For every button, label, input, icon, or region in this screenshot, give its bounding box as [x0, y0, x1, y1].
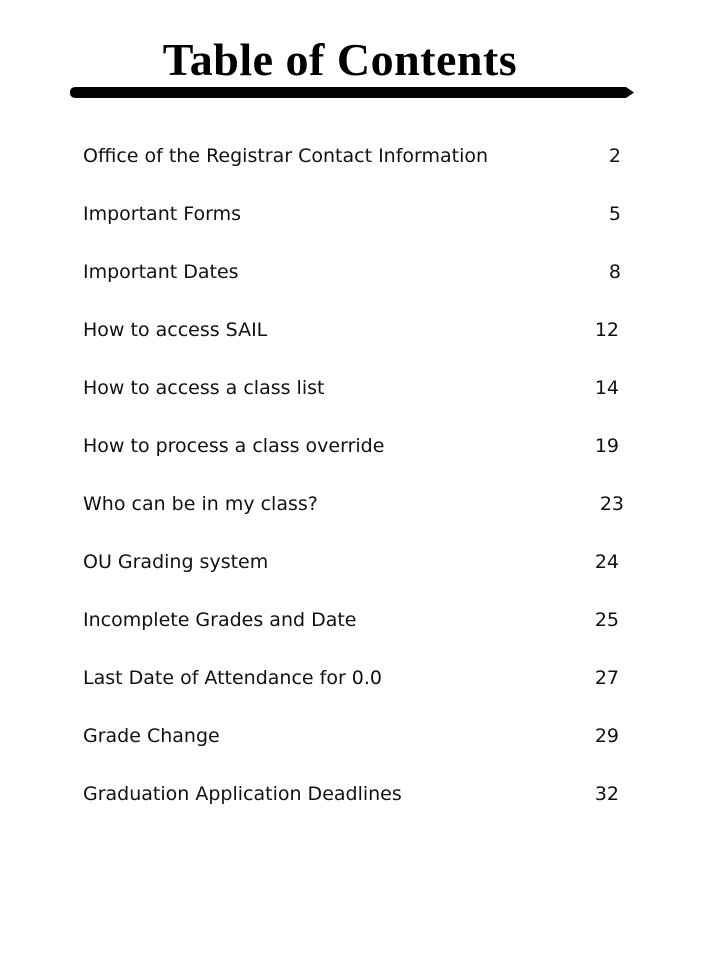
toc-entry	[83, 488, 628, 546]
toc-entry	[83, 662, 628, 720]
toc-entry-label: How to access SAIL	[83, 319, 268, 341]
toc-entry	[83, 546, 628, 604]
toc-entry	[83, 198, 628, 256]
toc-entry-label: Who can be in my class?	[83, 493, 318, 515]
toc-entry-page-number: 12	[594, 319, 619, 341]
toc-entry-label: Important Dates	[83, 261, 239, 283]
toc-entry-page-number: 14	[594, 377, 619, 399]
toc-entry	[83, 604, 628, 662]
toc-entry-label: How to process a class override	[83, 435, 385, 457]
toc-entry-page-number: 32	[594, 783, 619, 805]
toc-entry-label: Last Date of Attendance for 0.0	[83, 667, 383, 689]
toc-entry-page-number: 8	[608, 261, 621, 283]
toc-entry-label: Graduation Application Deadlines	[83, 783, 402, 805]
toc-entry	[83, 778, 628, 836]
table-of-contents-list	[83, 140, 628, 836]
toc-entry-label: OU Grading system	[83, 551, 269, 573]
toc-entry-page-number: 25	[594, 609, 619, 631]
toc-entry-page-number: 5	[608, 203, 621, 225]
toc-entry-page-number: 27	[594, 667, 619, 689]
toc-entry-label: Incomplete Grades and Date	[83, 609, 357, 631]
toc-entry-page-number: 2	[608, 145, 621, 167]
toc-entry-page-number: 29	[594, 725, 619, 747]
title-underline-rule	[70, 86, 635, 99]
page-title: Table of Contents	[162, 34, 518, 85]
toc-entry-label: Office of the Registrar Contact Information	[83, 145, 489, 167]
toc-entry	[83, 372, 628, 430]
toc-entry-page-number: 19	[594, 435, 619, 457]
toc-entry-label: Grade Change	[83, 725, 220, 747]
toc-entry	[83, 430, 628, 488]
toc-entry	[83, 314, 628, 372]
toc-entry	[83, 256, 628, 314]
toc-entry-label: Important Forms	[83, 203, 241, 225]
toc-entry	[83, 140, 628, 198]
toc-entry-page-number: 23	[599, 493, 624, 515]
toc-entry-page-number: 24	[594, 551, 619, 573]
toc-entry	[83, 720, 628, 778]
toc-entry-label: How to access a class list	[83, 377, 325, 399]
